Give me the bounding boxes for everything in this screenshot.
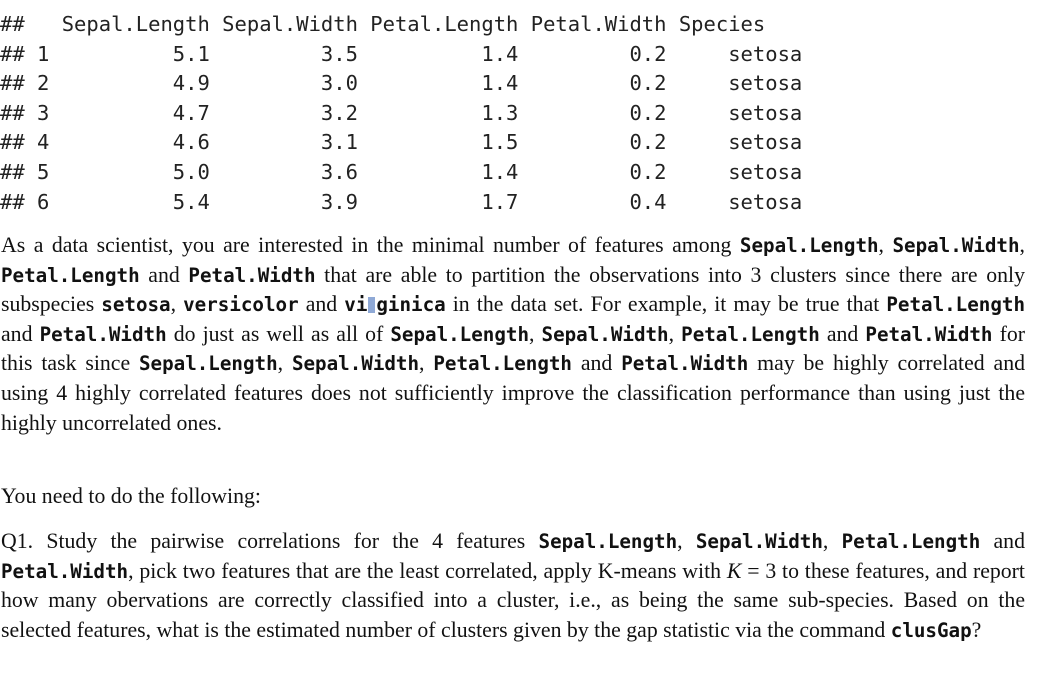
table-cell: 1.7 xyxy=(357,189,519,214)
table-row xyxy=(0,99,802,129)
table-row xyxy=(0,128,802,158)
table-cell: 3.6 xyxy=(209,159,358,184)
text-span: , xyxy=(668,321,682,346)
code-setosa: setosa xyxy=(101,293,171,317)
table-cell: 5.1 xyxy=(61,41,210,66)
table-row xyxy=(0,40,802,70)
table-cell: 3.2 xyxy=(209,100,358,125)
code-petal-length: Petal.Length xyxy=(841,530,981,553)
code-virginica xyxy=(344,293,445,316)
text-span: , xyxy=(419,351,434,376)
code-petal-width: Petal.Width xyxy=(188,263,316,287)
table-cell: setosa xyxy=(666,41,803,66)
instruction-paragraph: You need to do the following: xyxy=(1,484,261,508)
text-span: may be highly correlated and using 4 highly correlated features does not sufficiently improve the classification performance than using just the highly uncorrelated ones. xyxy=(1,351,1025,435)
text-span: As a data scientist, you are interested in the minimal number of features among xyxy=(1,233,740,257)
table-cell: 1.4 xyxy=(357,41,519,66)
table-cell: setosa xyxy=(666,159,803,184)
table-cell: 4.7 xyxy=(61,100,210,125)
code-sepal-length: Sepal.Length xyxy=(538,530,678,553)
row-label: ## 3 xyxy=(0,100,62,125)
table-cell: 0.2 xyxy=(518,130,667,155)
table-cell: 5.4 xyxy=(61,189,210,214)
table-cell: setosa xyxy=(666,189,803,214)
intro-paragraph xyxy=(1,231,1025,438)
code-sepal-width: Sepal.Width xyxy=(541,322,669,346)
table-cell: 4.6 xyxy=(61,130,210,155)
table-cell: setosa xyxy=(666,100,803,125)
text-span: , xyxy=(822,529,842,553)
question-q1 xyxy=(1,527,1025,645)
text-span: and xyxy=(571,351,622,376)
text-cursor-icon xyxy=(368,297,375,313)
text-span: and xyxy=(819,321,866,346)
table-row xyxy=(0,69,802,99)
text-span: , xyxy=(170,292,184,317)
table-cell: 0.2 xyxy=(518,100,667,125)
table-cell: 1.4 xyxy=(357,159,519,184)
column-header: Petal.Width xyxy=(518,12,667,36)
text-span: and xyxy=(1,321,40,346)
table-cell: 3.1 xyxy=(209,130,358,155)
table-row xyxy=(0,158,802,188)
text-span: = 3 to these features, and report how many obervations are correctly classified into a cluster, i.e., as being the same sub-species. Based on the selected features, what is the estimated number of clusters given by the gap statistic via the command xyxy=(1,558,1025,642)
math-k: K xyxy=(726,558,742,583)
text-span: in the data set. For example, it may be true that xyxy=(445,292,887,317)
code-fragment: vi xyxy=(344,293,368,317)
row-label: ## 5 xyxy=(0,159,62,184)
column-header: Sepal.Width xyxy=(209,12,358,36)
row-label: ## 1 xyxy=(0,41,62,66)
column-header: Species xyxy=(666,12,803,36)
text-span: ? xyxy=(971,617,982,642)
code-petal-length: Petal.Length xyxy=(681,322,820,346)
column-header: Sepal.Length xyxy=(61,12,210,36)
text-span: , xyxy=(1019,233,1025,257)
table-cell: 1.3 xyxy=(357,100,519,125)
column-header: Petal.Length xyxy=(357,12,519,36)
table-cell: 0.4 xyxy=(518,189,667,214)
code-petal-width: Petal.Width xyxy=(1,559,129,583)
table-cell: 3.5 xyxy=(209,41,358,66)
table-cell: 3.0 xyxy=(209,71,358,96)
code-sepal-length: Sepal.Length xyxy=(139,352,278,376)
table-cell: 0.2 xyxy=(518,159,667,184)
row-label: ## 2 xyxy=(0,71,62,96)
code-versicolor: versicolor xyxy=(183,293,299,317)
code-petal-length: Petal.Length xyxy=(886,293,1025,317)
code-sepal-width: Sepal.Width xyxy=(695,530,823,553)
table-row xyxy=(0,188,802,218)
text-span: do just as well as all of xyxy=(166,321,391,346)
table-cell: 1.4 xyxy=(357,71,519,96)
table-cell: 1.5 xyxy=(357,130,519,155)
table-cell: 0.2 xyxy=(518,41,667,66)
text-span: that are able to partition the observations into 3 clusters since there are only subspecies xyxy=(1,262,1026,317)
code-clusgap: clusGap xyxy=(890,618,972,642)
row-label: ## 4 xyxy=(0,130,62,155)
table-cell: 3.9 xyxy=(209,189,358,214)
text-span: , xyxy=(277,351,292,376)
code-petal-length: Petal.Length xyxy=(1,263,140,287)
text-span: Q1. Study the pairwise correlations for the 4 features xyxy=(1,529,539,553)
code-fragment: ginica xyxy=(376,293,446,317)
table-cell: 4.9 xyxy=(61,71,210,96)
table-cell: 5.0 xyxy=(61,159,210,184)
text-span: and xyxy=(980,529,1025,553)
row-label: ## 6 xyxy=(0,189,62,214)
code-sepal-length: Sepal.Length xyxy=(739,234,879,257)
table-header-row xyxy=(0,10,802,40)
code-sepal-width: Sepal.Width xyxy=(892,234,1020,257)
code-petal-width: Petal.Width xyxy=(865,322,993,346)
code-petal-length: Petal.Length xyxy=(433,352,572,376)
code-petal-width: Petal.Width xyxy=(39,322,167,346)
text-span: , xyxy=(677,529,696,553)
code-sepal-length: Sepal.Length xyxy=(390,322,529,346)
r-output-table xyxy=(0,10,802,217)
table-cell: 0.2 xyxy=(518,71,667,96)
table-cell: setosa xyxy=(666,71,803,96)
code-petal-width: Petal.Width xyxy=(621,352,749,376)
text-span: , xyxy=(878,233,893,257)
code-sepal-width: Sepal.Width xyxy=(291,352,420,376)
text-span: and xyxy=(139,262,189,287)
text-span: , pick two features that are the least correlated, apply K-means with xyxy=(128,558,727,583)
table-cell: setosa xyxy=(666,130,803,155)
text-span: , xyxy=(529,321,542,346)
text-span: for this task since xyxy=(1,321,1025,376)
header-prefix: ## xyxy=(0,12,62,36)
text-span: and xyxy=(298,292,345,317)
